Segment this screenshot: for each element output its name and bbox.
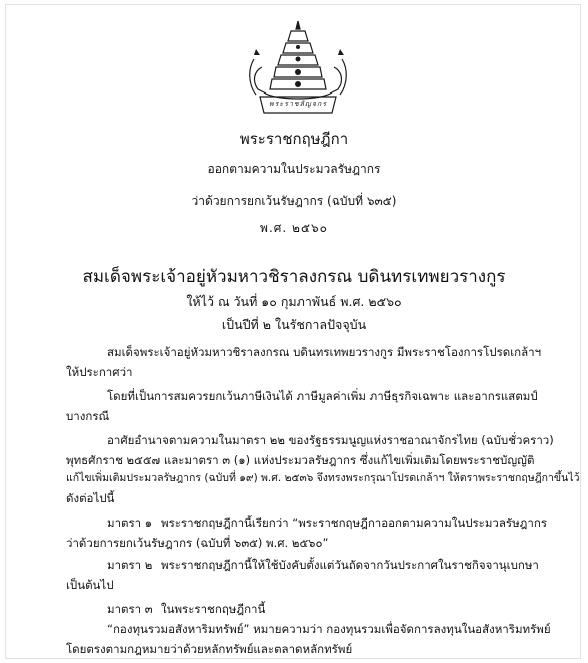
section-line: ว่าด้วยการยกเว้นรัษฎากร (ฉบับที่ ๖๓๕) พ.ศ. ๒๕๖๐” [66,536,329,550]
preamble-line: แก้ไขเพิ่มเติมประมวลรัษฎากร (ฉบับที่ ๑๙) พ.ศ. ๒๕๓๖ จึงทรงพระกรุณาโปรดเกล้าฯ ให้ตราพระราชกฤษฎีกาขึ้นไว้ [66,472,580,484]
preamble-line: โดยที่เป็นการสมควรยกเว้นภาษีเงินได้ ภาษีมูลค่าเพิ่ม ภาษีธุรกิจเฉพาะ และอากรแสตมป์ [107,389,538,403]
section-3 [107,602,265,617]
preamble-line: บางกรณี [66,409,110,423]
section-1 [107,516,547,531]
section-text: พระราชกฤษฎีกานี้ให้ใช้บังคับตั้งแต่วันถัดจากวันประกาศในราชกิจจานุเบกษา [161,558,539,572]
king-name: สมเด็จพระเจ้าอยู่หัวมหาวชิราลงกรณ บดินทรเทพยวรางกูร [82,267,506,287]
definition-line: โดยตรงตามกฎหมายว่าด้วยหลักทรัพย์และตลาดหลักทรัพย์ [66,642,353,656]
section-label: มาตรา ๒ [107,558,153,572]
preamble-line: ดังต่อไปนี้ [66,491,115,505]
section-2 [107,558,539,573]
document-subtitle: ออกตามความในประมวลรัษฎากร [207,162,381,176]
section-label: มาตรา ๑ [107,516,153,530]
section-line: เป็นต้นไป [66,578,114,592]
section-text: ในพระราชกฤษฎีกานี้ [161,602,266,616]
section-text: พระราชกฤษฎีกานี้เรียกว่า “พระราชกฤษฎีกาออกตามความในประมวลรัษฎากร [161,516,548,530]
definition-line: “กองทุนรวมอสังหาริมทรัพย์” หมายความว่า กองทุนรวมเพื่อจัดการลงทุนในอสังหาริมทรัพย์ [107,622,551,636]
preamble-line: ให้ประกาศว่า [66,365,133,379]
reign-year: เป็นปีที่ ๒ ในรัชกาลปัจจุบัน [221,317,367,332]
royal-seal-emblem [246,19,350,121]
document-year: พ.ศ. ๒๕๖๐ [260,221,328,235]
given-date: ให้ไว้ ณ วันที่ ๑๐ กุมภาพันธ์ พ.ศ. ๒๕๖๐ [186,294,402,309]
document-subtitle-2: ว่าด้วยการยกเว้นรัษฎากร (ฉบับที่ ๖๓๕) [191,194,397,208]
document-title: พระราชกฤษฎีกา [239,130,349,148]
preamble-line: พุทธศักราช ๒๕๕๗ และมาตรา ๓ (๑) แห่งประมวลรัษฎากร ซึ่งแก้ไขเพิ่มเติมโดยพระราชบัญญัติ [66,453,535,467]
section-label: มาตรา ๓ [107,602,153,616]
preamble-line: อาศัยอำนาจตามความในมาตรา ๒๒ ของรัฐธรรมนูญแห่งราชอาณาจักรไทย (ฉบับชั่วคราว) [107,433,554,447]
seal-inscription: พระราชลัญจกร [269,100,327,108]
document-page [5,4,581,659]
preamble-line: สมเด็จพระเจ้าอยู่หัวมหาวชิราลงกรณ บดินทรเทพยวรางกูร มีพระราชโองการโปรดเกล้าฯ [107,345,542,359]
